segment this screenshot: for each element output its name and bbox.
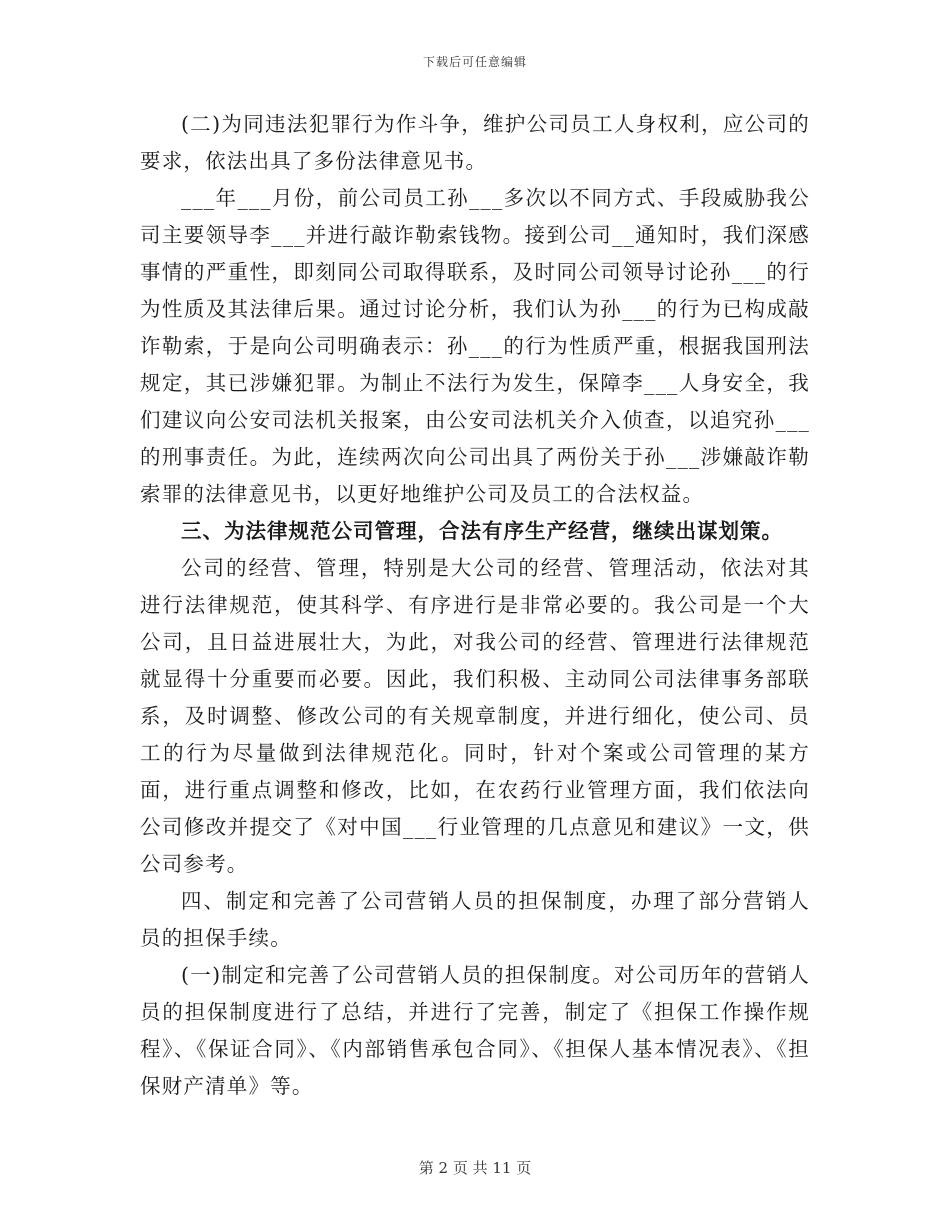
paragraph-management-regulation: 公司的经营、管理，特别是大公司的经营、管理活动，依法对其进行法律规范，使其科学、有序进行是非常必要的。我公司是一个大公司，且日益进展壮大，为此，对我公司的经营、管理进行法律规范就显得十分重要而必要。因此，我们积极、主动同公司法律事务部联系，及时调整、修改公司的有关规章制度，并进行细化，使公司、员工的行为尽量做到法律规范化。同时，针对个案或公司管理的某方面，进行重点调整和修改，比如，在农药行业管理方面，我们依法向公司修改并提交了《对中国___行业管理的几点意见和建议》一文，供公司参考。 xyxy=(140,556,810,876)
section-4-heading: 四、制定和完善了公司营销人员的担保制度，办理了部分营销人员的担保手续。 xyxy=(140,889,810,950)
page-header: 下载后可任意编辑 xyxy=(422,55,527,69)
paragraph-section-2-2-heading: (二)为同违法犯罪行为作斗争，维护公司员工人身权利，应公司的要求，依法出具了多份法律意见书。 xyxy=(140,112,810,173)
document-body xyxy=(140,106,810,1105)
paragraph-extortion-case: ___年___月份，前公司员工孙___多次以不同方式、手段威胁我公司主要领导李___并进行敲诈勒索钱物。接到公司__通知时，我们深感事情的严重性，即刻同公司取得联系，及时同公司领导讨论孙___的行为性质及其法律后果。通过讨论分析，我们认为孙___的行为已构成敲诈勒索，于是向公司明确表示：孙___的行为性质严重，根据我国刑法规定，其已涉嫌犯罪。为制止不法行为发生，保障李___人身安全，我们建议向公安司法机关报案，由公安司法机关介入侦查，以追究孙___的刑事责任。为此，连续两次向公司出具了两份关于孙___涉嫌敲诈勒索罪的法律意见书，以更好地维护公司及员工的合法权益。 xyxy=(140,186,810,506)
section-3-heading: 三、为法律规范公司管理，合法有序生产经营，继续出谋划策。 xyxy=(181,519,783,543)
page-footer: 第 2 页 共 11 页 xyxy=(418,1159,532,1177)
paragraph-guarantee-system: (一)制定和完善了公司营销人员的担保制度。对公司历年的营销人员的担保制度进行了总结，并进行了完善，制定了《担保工作操作规程》、《保证合同》、《内部销售承包合同》、《担保人基本情况表》、《担保财产清单》等。 xyxy=(140,963,810,1098)
